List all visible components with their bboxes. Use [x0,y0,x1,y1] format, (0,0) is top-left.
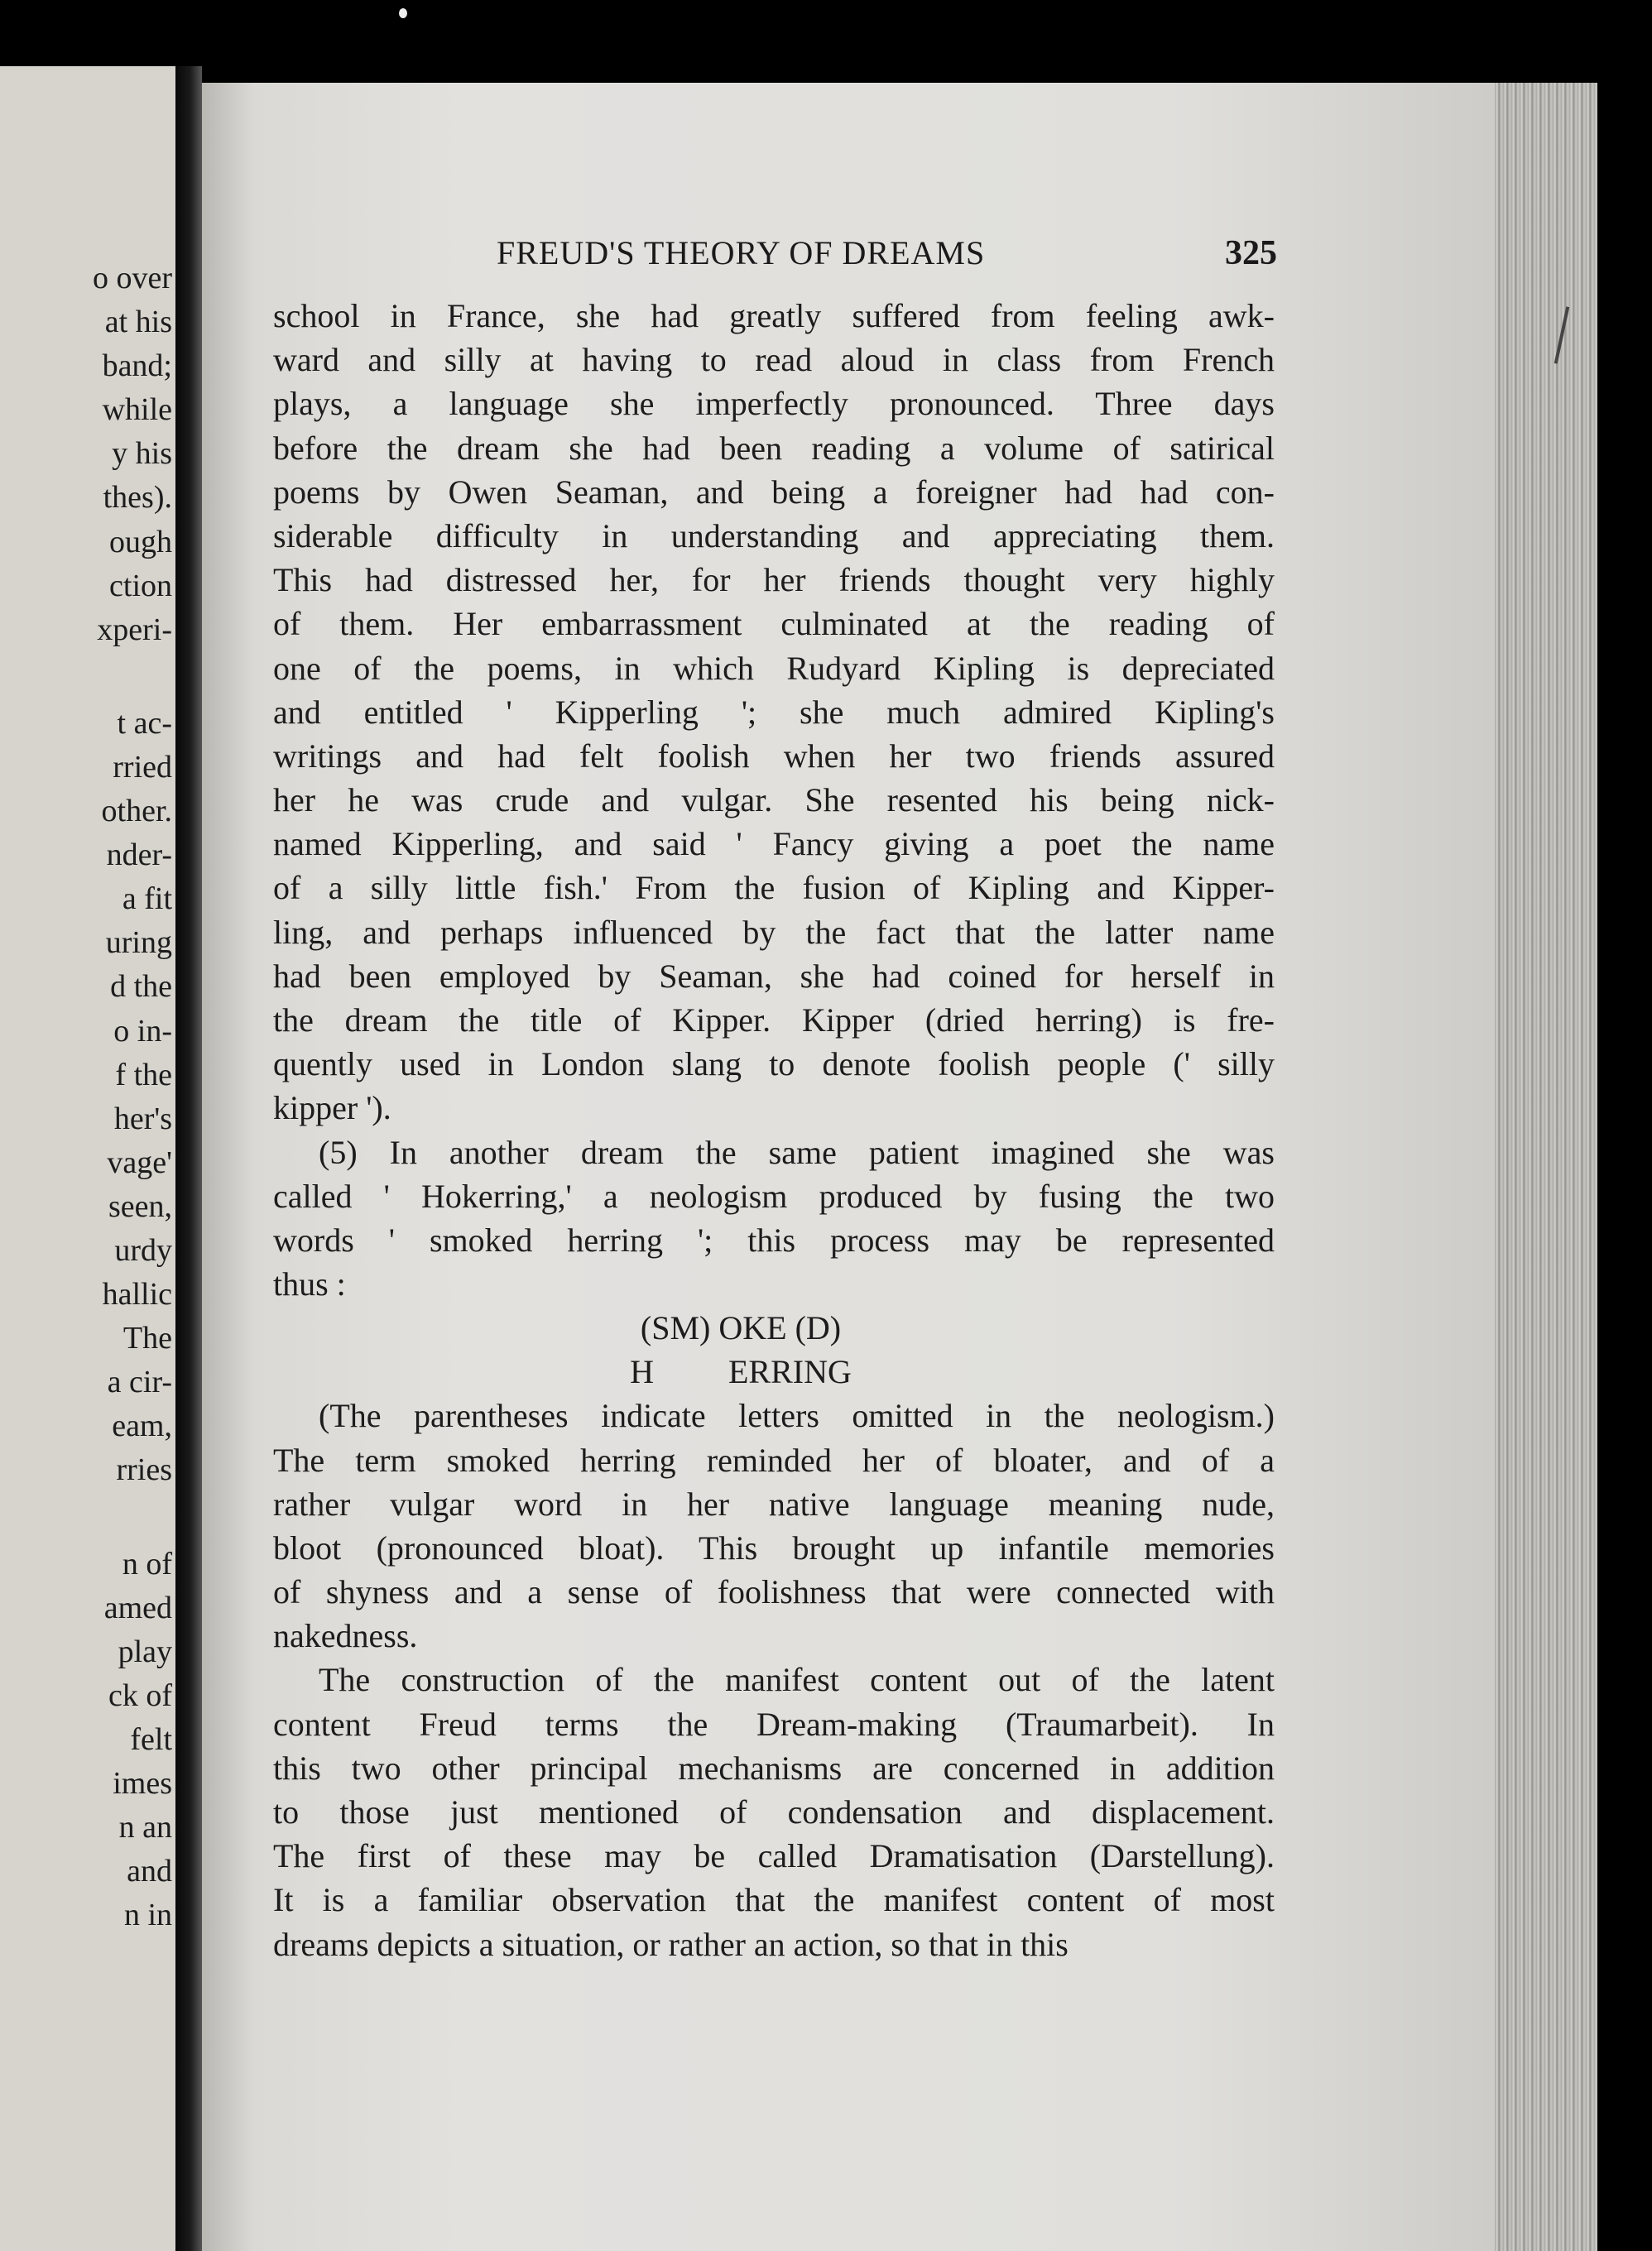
facing-page-line: imes [113,1766,172,1801]
text-line: her he was crude and vulgar. She resented his being nick- [273,781,1275,819]
text-line: called ' Hokerring,' a neologism produced by fusing the two [273,1177,1275,1215]
facing-page-line: d the [110,969,172,1005]
facing-page-line: rried [113,749,172,785]
text-line: ward and silly at having to read aloud in class from French [273,341,1275,379]
facing-page-line: ck of [108,1677,172,1713]
facing-page-line: y his [112,436,172,472]
text-line: thus : [273,1265,346,1303]
paragraph [273,294,1275,1130]
text-line: to those just mentioned of condensation and displacement. [273,1793,1275,1831]
facing-page-line: hallic [102,1277,172,1313]
facing-page-line: thes). [103,480,172,516]
paragraph [273,1658,1275,1965]
text-line: content Freud terms the Dream-making (Traumarbeit). In [273,1705,1275,1743]
facing-page-line: a fit [122,881,172,917]
text-line: The construction of the manifest content out of the latent [319,1661,1275,1699]
text-line: quently used in London slang to denote foolish people (' silly [273,1045,1275,1083]
text-line: (The parentheses indicate letters omitted in the neologism.) [319,1397,1275,1435]
text-line: rather vulgar word in her native language meaning nude, [273,1485,1275,1523]
dust-speck [399,8,407,18]
running-head-title: FREUD'S THEORY OF DREAMS [497,234,986,271]
facing-page-line: other. [101,794,172,829]
text-line: plays, a language she imperfectly pronounced. Three days [273,385,1275,423]
text-line: named Kipperling, and said ' Fancy giving a poet the name [273,825,1275,863]
facing-page-line: and [127,1854,172,1889]
text-line: the dream the title of Kipper. Kipper (dried herring) is fre- [273,1001,1275,1039]
text-line: one of the poems, in which Rudyard Kipling is depreciated [273,649,1275,687]
facing-page-line: n in [123,1898,172,1933]
text-line: The first of these may be called Dramatisation (Darstellung). [273,1837,1275,1875]
text-line: bloot (pronounced bloat). This brought up infantile memories [273,1529,1275,1567]
facing-page-line: urdy [114,1232,172,1268]
paragraph [273,1130,1275,1307]
text-line: school in France, she had greatly suffered from feeling awk- [273,297,1275,334]
text-line: kipper '). [273,1089,391,1127]
facing-page-line: seen, [108,1188,172,1224]
facing-page-line: t ac- [117,705,172,741]
facing-page-line: play [118,1634,172,1669]
text-line: words ' smoked herring '; this process may be represented [273,1221,1275,1259]
text-line: of them. Her embarrassment culminated at the reading of [273,605,1275,643]
formula-line-1: (SM) OKE (D) [640,1309,842,1347]
background-edge [1597,83,1652,2251]
facing-page-line: nder- [106,838,172,873]
facing-page-line: while [102,392,172,428]
facing-page [0,66,175,2251]
facing-page-line: vage' [107,1145,172,1180]
running-head [497,233,1283,283]
facing-page-line: o over [92,261,172,295]
text-line: The term smoked herring reminded her of bloater, and of a [273,1441,1275,1479]
text-line: writings and had felt foolish when her two friends assured [273,737,1275,775]
facing-page-line: n an [118,1810,172,1845]
book-gutter [175,66,202,2251]
text-line: siderable difficulty in understanding and appreciating them. [273,516,1275,554]
text-line: It is a familiar observation that the manifest content of most [273,1881,1275,1919]
body-text [273,294,1275,1966]
text-line: and entitled ' Kipperling '; she much admired Kipling's [273,693,1275,731]
facing-page-line: at his [104,305,172,340]
facing-page-line: ction [109,568,172,603]
formula-h: H [630,1353,654,1391]
paragraph [273,1394,1275,1658]
text-line: This had distressed her, for her friends thought very highly [273,561,1275,599]
page-number: 325 [1225,234,1277,272]
text-line: (5) In another dream the same patient imagined she was [319,1133,1275,1171]
text-line: nakedness. [273,1617,418,1655]
text-line: this two other principal mechanisms are concerned in addition [273,1749,1275,1787]
text-line: ling, and perhaps influenced by the fact that the latter name [273,913,1275,951]
facing-page-line: her's [113,1101,172,1136]
text-line: of a silly little fish.' From the fusion of Kipling and Kipper- [273,869,1275,907]
facing-page-line: felt [130,1721,172,1757]
facing-page-line: f the [115,1057,172,1092]
facing-page-line: ough [109,524,172,559]
text-line: dreams depicts a situation, or rather an action, so that in this [273,1925,1069,1963]
facing-page-line: uring [105,925,172,961]
facing-page-line: xperi- [97,612,172,647]
text-line: poems by Owen Seaman, and being a foreigner had had con- [273,473,1275,511]
facing-page-line: o in- [113,1013,172,1049]
facing-page-line: The [122,1321,172,1356]
text-line: had been employed by Seaman, she had coined for herself in [273,957,1275,995]
page-edges [1495,83,1597,2251]
facing-page-line: amed [103,1590,172,1625]
formula-line-2 [273,1350,1275,1394]
facing-page-line: a cir- [107,1365,172,1400]
facing-page-line: band; [102,348,172,384]
formula-erring: ERRING [728,1353,852,1391]
text-line: before the dream she had been reading a volume of satirical [273,429,1275,467]
text-line: of shyness and a sense of foolishness that were connected with [273,1573,1275,1611]
facing-page-line: rries [116,1452,172,1488]
facing-page-text [93,257,172,1937]
facing-page-line: eam, [112,1409,172,1444]
facing-page-line: n of [122,1546,172,1581]
